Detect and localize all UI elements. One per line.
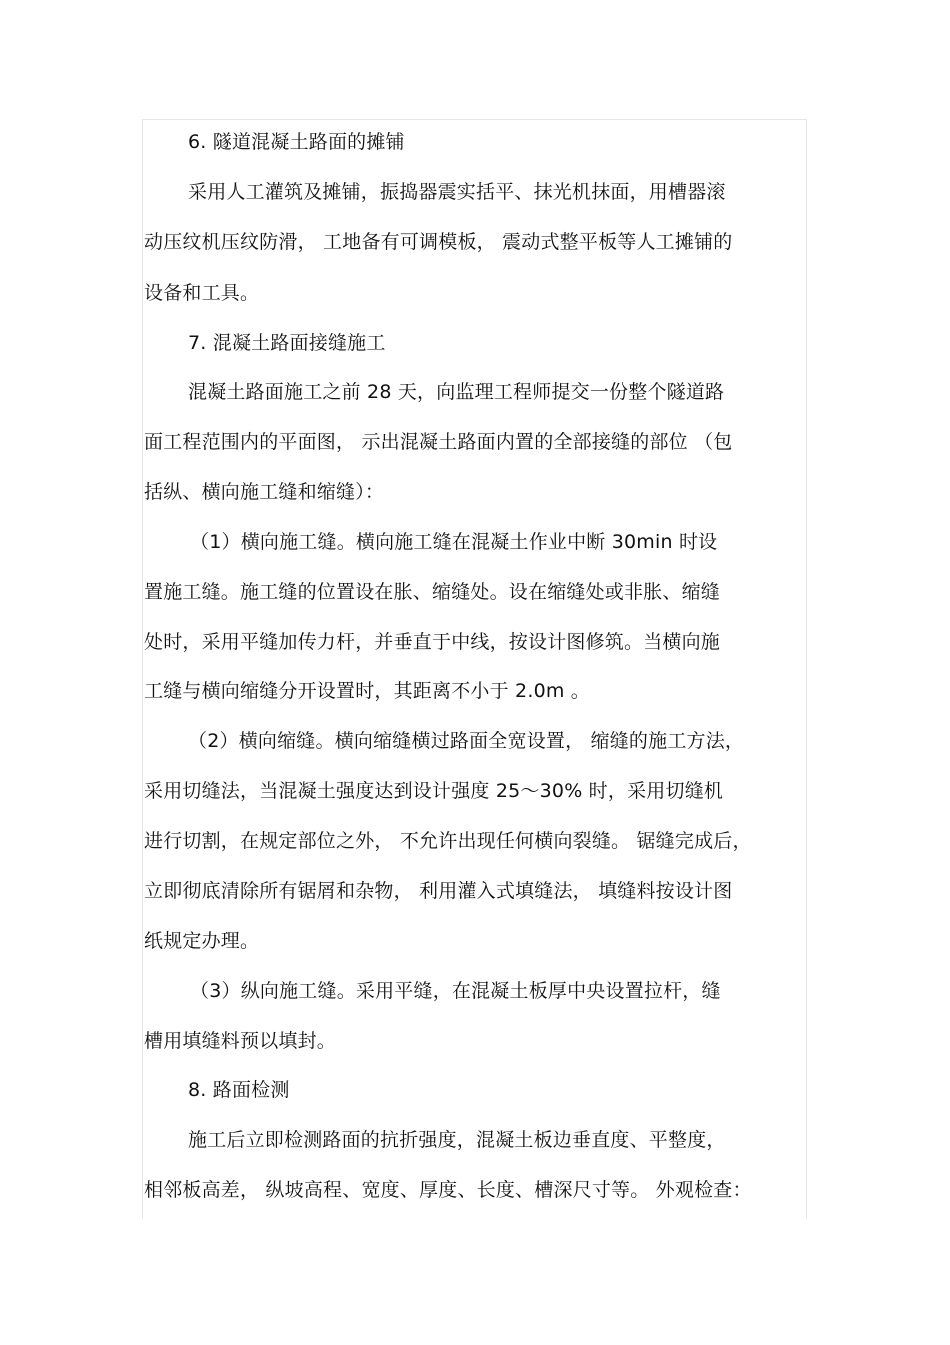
paragraph-line: 进行切割，在规定部位之外， 不允许出现任何横向裂缝。 锯缝完成后， (144, 830, 752, 852)
paragraph-line: （2）横向缩缝。横向缩缝横过路面全宽设置， 缩缝的施工方法， (188, 730, 745, 752)
paragraph-line: 采用人工灌筑及摊铺，振捣器震实括平、抹光机抹面，用槽器滚 (188, 181, 726, 203)
paragraph-line: 槽用填缝料预以填封。 (144, 1030, 337, 1052)
paragraph-line: 立即彻底清除所有锯屑和杂物， 利用灌入式填缝法， 填缝料按设计图 (144, 880, 733, 902)
paragraph-line: 面工程范围内的平面图， 示出混凝土路面内置的全部接缝的部位 （包 (144, 431, 733, 453)
paragraph-line: 设备和工具。 (144, 282, 260, 304)
paragraph-line: 纸规定办理。 (144, 930, 260, 952)
paragraph-line: 相邻板高差， 纵坡高程、宽度、厚度、长度、槽深尺寸等。 外观检查： (144, 1179, 752, 1201)
paragraph-line: 处时，采用平缝加传力杆，并垂直于中线，按设计图修筑。当横向施 (144, 631, 721, 653)
paragraph-line: 采用切缝法，当混凝土强度达到设计强度 25～30% 时，采用切缝机 (144, 780, 724, 802)
paragraph-line: 施工后立即检测路面的抗折强度，混凝土板边垂直度、平整度， (188, 1129, 726, 1151)
paragraph-line: （3）纵向施工缝。采用平缝，在混凝土板厚中央设置拉杆，缝 (190, 980, 721, 1002)
heading-7: 7. 混凝土路面接缝施工 (188, 332, 386, 354)
paragraph-line: （1）横向施工缝。横向施工缝在混凝土作业中断 30min 时设 (190, 531, 718, 553)
paragraph-line: 动压纹机压纹防滑， 工地备有可调模板， 震动式整平板等人工摊铺的 (144, 231, 733, 253)
paragraph-line: 置施工缝。施工缝的位置设在胀、缩缝处。设在缩缝处或非胀、缩缝 (144, 581, 721, 603)
paragraph-line: 括纵、横向施工缝和缩缝）： (144, 481, 385, 503)
paragraph-line: 工缝与横向缩缝分开设置时，其距离不小于 2.0m 。 (144, 680, 591, 702)
paragraph-line: 混凝土路面施工之前 28 天，向监理工程师提交一份整个隧道路 (188, 381, 725, 403)
heading-8: 8. 路面检测 (188, 1079, 290, 1101)
heading-6: 6. 隧道混凝土路面的摊铺 (188, 131, 405, 153)
